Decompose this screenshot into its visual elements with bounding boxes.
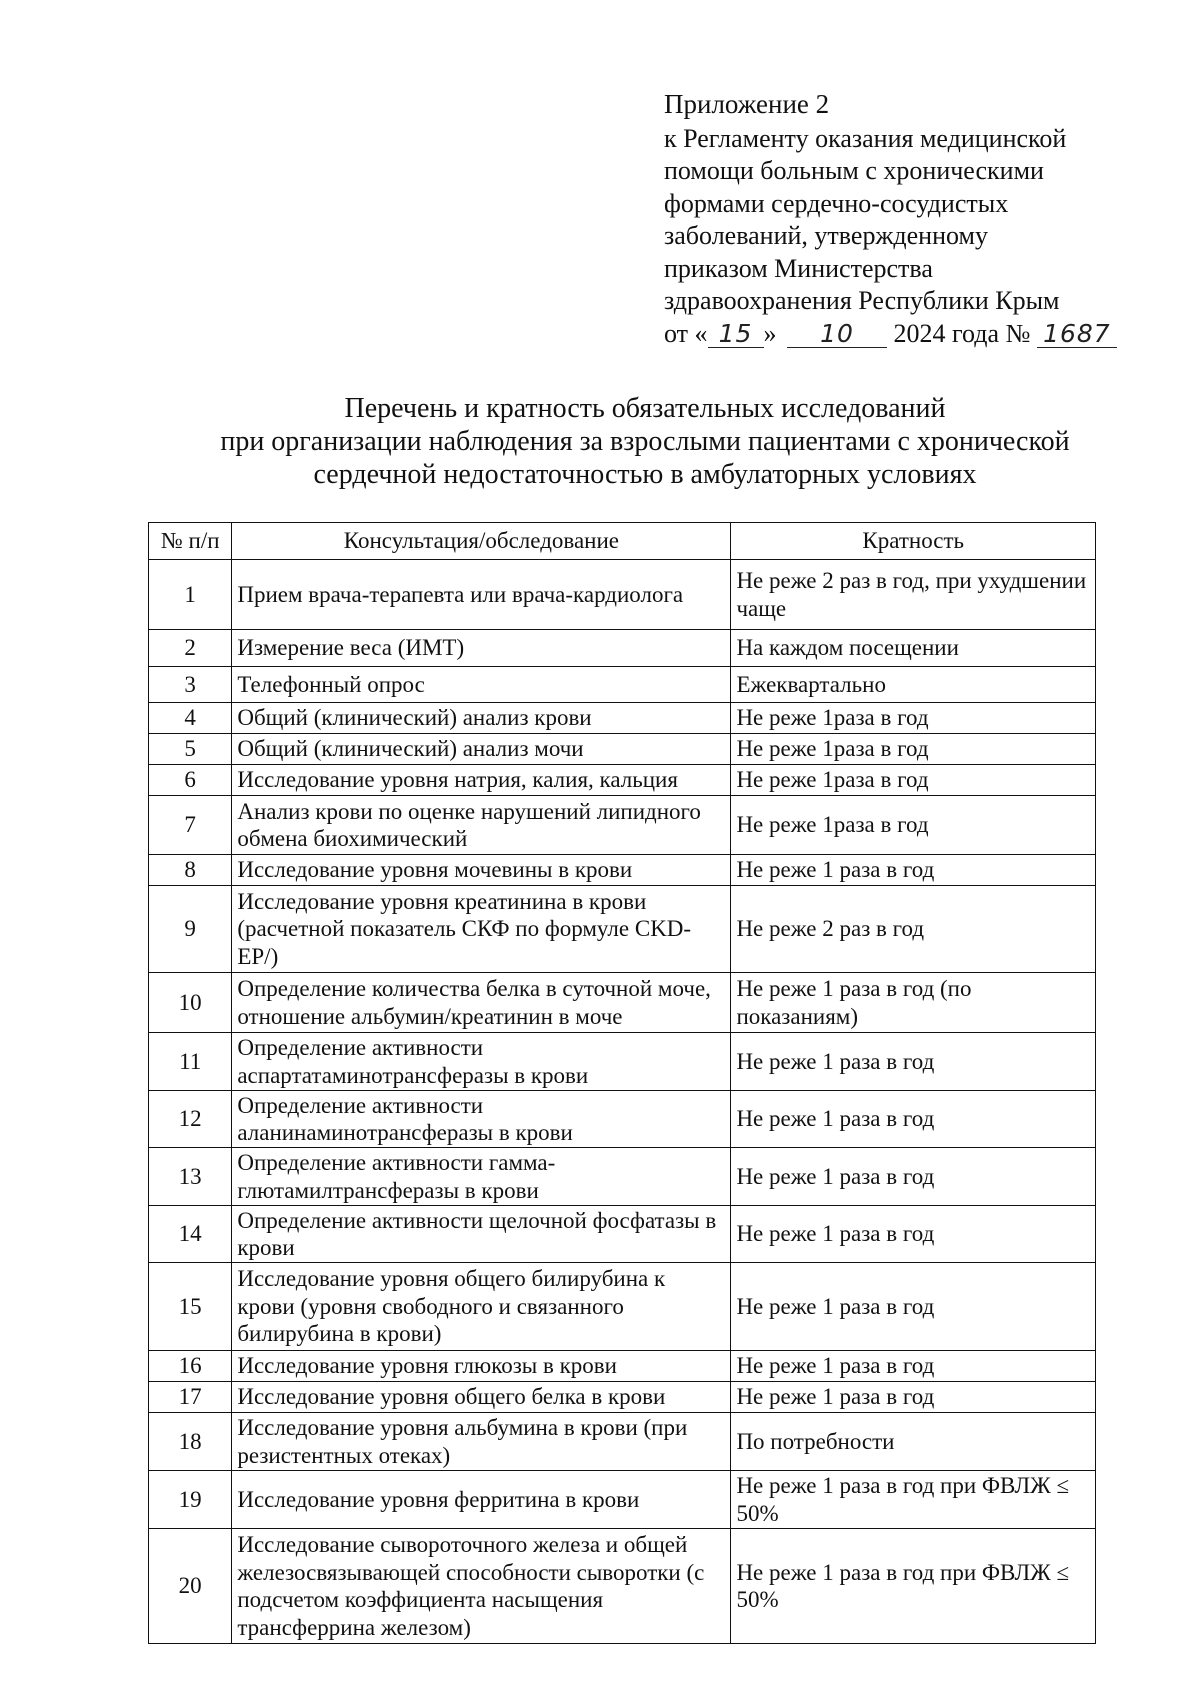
- table-row: [149, 1033, 1096, 1091]
- examinations-table: [148, 522, 1096, 1644]
- appendix-line: помощи больным с хроническими: [664, 156, 1044, 185]
- header-num: № п/п: [149, 523, 232, 560]
- title-line-1: Перечень и кратность обязательных исследований: [344, 393, 946, 424]
- row-freq: Не реже 1раза в год: [731, 734, 1096, 765]
- row-num: 9: [149, 886, 232, 973]
- table-row: [149, 1413, 1096, 1471]
- row-freq: Не реже 1 раза в год: [731, 1091, 1096, 1148]
- title-line-2: при организации наблюдения за взрослыми пациентами с хронической: [220, 426, 1070, 457]
- table-row: [149, 667, 1096, 703]
- date-prefix: от «: [664, 318, 708, 348]
- table-row: [149, 1263, 1096, 1351]
- row-freq: Не реже 2 раз в год: [731, 886, 1096, 973]
- row-freq: Ежеквартально: [731, 667, 1096, 703]
- handwritten-day-text: 15: [718, 318, 753, 348]
- table-row: [149, 1091, 1096, 1148]
- row-freq: Не реже 1 раза в год: [731, 1351, 1096, 1382]
- row-name: Общий (клинический) анализ крови: [232, 703, 731, 734]
- table-row: [149, 1471, 1096, 1529]
- row-name: Исследование уровня общего белка в крови: [232, 1382, 731, 1413]
- row-num: 3: [149, 667, 232, 703]
- handwritten-day: [708, 318, 764, 348]
- row-name: Исследование уровня альбумина в крови (при резистентных отеках): [232, 1413, 731, 1471]
- row-freq: Не реже 1 раза в год: [731, 855, 1096, 886]
- row-name: Определение активности аланинаминотрансферазы в крови: [232, 1091, 731, 1148]
- row-num: 4: [149, 703, 232, 734]
- row-name: Определение количества белка в суточной моче, отношение альбумин/креатинин в моче: [232, 973, 731, 1033]
- table-row: [149, 796, 1096, 855]
- table-row: [149, 855, 1096, 886]
- row-name: Исследование уровня общего билирубина к крови (уровня свободного и связанного билирубина в крови): [232, 1263, 731, 1351]
- row-name: Исследование уровня натрия, калия, кальция: [232, 765, 731, 796]
- table-row: [149, 973, 1096, 1033]
- row-name: Исследование уровня глюкозы в крови: [232, 1351, 731, 1382]
- title-line-3: сердечной недостаточностью в амбулаторных условиях: [313, 459, 977, 490]
- row-num: 7: [149, 796, 232, 855]
- table-row: [149, 1529, 1096, 1644]
- row-num: 15: [149, 1263, 232, 1351]
- row-name: Исследование уровня креатинина в крови (расчетной показатель СКФ по формуле CKD-EP/): [232, 886, 731, 973]
- row-name: Определение активности аспартатаминотрансферазы в крови: [232, 1033, 731, 1091]
- row-freq: Не реже 1раза в год: [731, 796, 1096, 855]
- table-row: [149, 1382, 1096, 1413]
- row-num: 8: [149, 855, 232, 886]
- table-row: [149, 560, 1096, 630]
- row-name: Анализ крови по оценке нарушений липидного обмена биохимический: [232, 796, 731, 855]
- row-name: Определение активности щелочной фосфатазы в крови: [232, 1206, 731, 1263]
- row-freq: Не реже 1 раза в год: [731, 1263, 1096, 1351]
- row-num: 5: [149, 734, 232, 765]
- row-freq: Не реже 1 раза в год при ФВЛЖ ≤ 50%: [731, 1471, 1096, 1529]
- row-freq: Не реже 1 раза в год (по показаниям): [731, 973, 1096, 1033]
- row-num: 13: [149, 1148, 232, 1206]
- row-freq: Не реже 1 раза в год: [731, 1382, 1096, 1413]
- appendix-block: [664, 88, 1144, 350]
- table-row: [149, 630, 1096, 667]
- table-row: [149, 1351, 1096, 1382]
- table-row: [149, 886, 1096, 973]
- row-num: 11: [149, 1033, 232, 1091]
- table-row: [149, 734, 1096, 765]
- row-freq: Не реже 1раза в год: [731, 703, 1096, 734]
- row-num: 20: [149, 1529, 232, 1644]
- row-name: Исследование сывороточного железа и общей железосвязывающей способности сыворотки (с подсчетом коэффициента насыщения трансферрина железом): [232, 1529, 731, 1644]
- row-freq: Не реже 1 раза в год при ФВЛЖ ≤ 50%: [731, 1529, 1096, 1644]
- row-name: Определение активности гамма-глютамилтрансферазы в крови: [232, 1148, 731, 1206]
- table-row: [149, 703, 1096, 734]
- appendix-line: к Регламенту оказания медицинской: [664, 123, 1067, 153]
- row-num: 17: [149, 1382, 232, 1413]
- row-freq: По потребности: [731, 1413, 1096, 1471]
- row-num: 1: [149, 560, 232, 630]
- row-num: 6: [149, 765, 232, 796]
- row-freq: Не реже 1 раза в год: [731, 1148, 1096, 1206]
- row-freq: Не реже 1раза в год: [731, 765, 1096, 796]
- row-num: 19: [149, 1471, 232, 1529]
- appendix-line: здравоохранения Республики Крым: [664, 286, 1060, 315]
- row-num: 10: [149, 973, 232, 1033]
- row-freq: На каждом посещении: [731, 630, 1096, 667]
- table-row: [149, 1206, 1096, 1263]
- order-date-line: [664, 318, 1144, 351]
- appendix-line: заболеваний, утвержденному: [664, 221, 988, 250]
- row-name: Исследование уровня мочевины в крови: [232, 855, 731, 886]
- table-row: [149, 1148, 1096, 1206]
- document-title: [150, 392, 1140, 491]
- row-freq: Не реже 1 раза в год: [731, 1033, 1096, 1091]
- handwritten-month: [787, 318, 887, 348]
- date-year-text: 2024 года №: [893, 318, 1031, 348]
- header-name: Консультация/обследование: [232, 523, 731, 560]
- appendix-title: Приложение 2: [664, 89, 830, 119]
- row-num: 14: [149, 1206, 232, 1263]
- row-freq: Не реже 1 раза в год: [731, 1206, 1096, 1263]
- row-num: 12: [149, 1091, 232, 1148]
- row-name: Исследование уровня ферритина в крови: [232, 1471, 731, 1529]
- row-freq: Не реже 2 раз в год, при ухудшении чаще: [731, 560, 1096, 630]
- appendix-line: приказом Министерства: [664, 253, 933, 283]
- row-name: Прием врача-терапевта или врача-кардиолога: [232, 560, 731, 630]
- row-num: 2: [149, 630, 232, 667]
- row-name: Общий (клинический) анализ мочи: [232, 734, 731, 765]
- appendix-line: формами сердечно-сосудистых: [664, 188, 1009, 218]
- row-name: Измерение веса (ИМТ): [232, 630, 731, 667]
- handwritten-number-text: 1687: [1043, 318, 1111, 348]
- row-name: Телефонный опрос: [232, 667, 731, 703]
- handwritten-number: [1037, 318, 1117, 348]
- date-mid: »: [763, 318, 777, 348]
- row-num: 18: [149, 1413, 232, 1471]
- header-freq: Кратность: [731, 523, 1096, 560]
- table-header-row: [149, 523, 1096, 560]
- handwritten-month-text: 10: [820, 318, 854, 348]
- table-row: [149, 765, 1096, 796]
- row-num: 16: [149, 1351, 232, 1382]
